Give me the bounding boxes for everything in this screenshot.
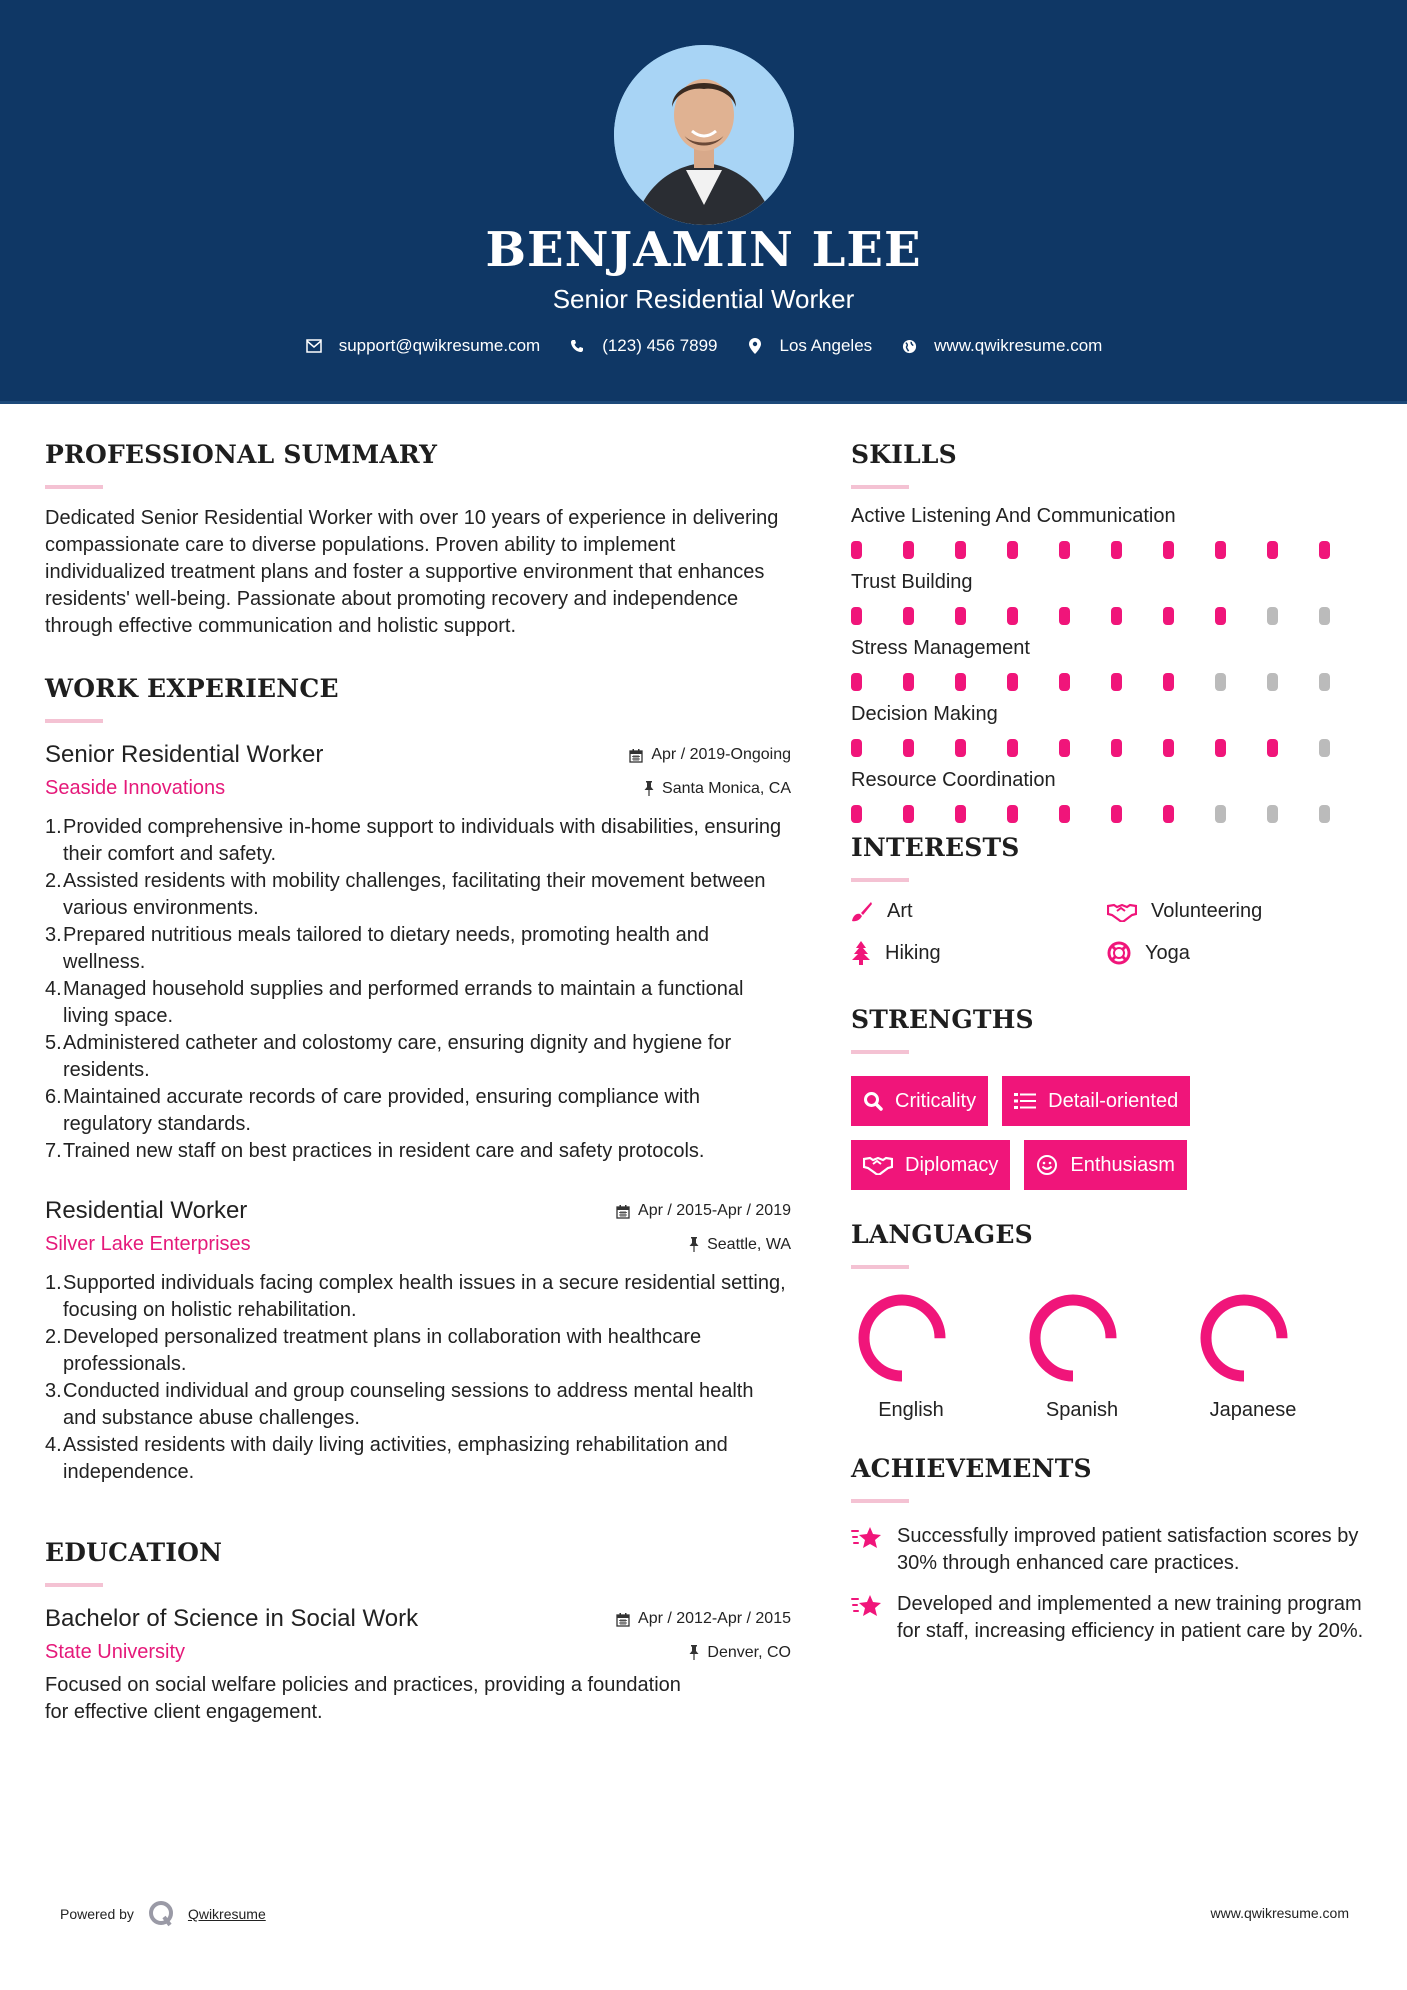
- shooting-star-icon: [851, 1593, 883, 1619]
- search-icon: [863, 1091, 883, 1111]
- skills-list: [851, 501, 1371, 823]
- strength-chip: Criticality: [851, 1076, 988, 1126]
- skill-name: Active Listening And Communication: [851, 505, 1176, 527]
- language-proficiency-ring: [1028, 1293, 1118, 1383]
- candidate-role: Senior Residential Worker: [552, 284, 855, 314]
- envelope-icon: [305, 337, 323, 355]
- rating-dot-empty: [1319, 805, 1330, 823]
- school-name: State University: [45, 1641, 186, 1663]
- language-proficiency-ring: [1199, 1293, 1289, 1383]
- languages-list: [851, 1293, 1371, 1422]
- pushpin-icon: [689, 1237, 699, 1252]
- job-date: Apr / 2015-Apr / 2019: [616, 1202, 791, 1220]
- rating-dot-filled: [1111, 541, 1122, 559]
- skill-item: [851, 699, 1371, 757]
- rating-dot-empty: [1267, 805, 1278, 823]
- rating-dot-filled: [955, 607, 966, 625]
- rating-dot-filled: [1267, 739, 1278, 757]
- rating-dot-filled: [851, 541, 862, 559]
- paintbrush-icon: [851, 901, 873, 923]
- rating-dot-empty: [1319, 673, 1330, 691]
- globe-icon: [900, 337, 918, 355]
- person-portrait-icon: [614, 45, 794, 225]
- skill-item: [851, 567, 1371, 625]
- job-title: Senior Residential Worker: [45, 741, 324, 768]
- job-company: Silver Lake Enterprises: [45, 1233, 251, 1255]
- footer-powered-by: Powered by Qwikresume: [60, 1900, 266, 1928]
- contact-location-text: Los Angeles: [779, 336, 873, 355]
- rating-dot-filled: [903, 805, 914, 823]
- life-ring-icon: [1107, 941, 1131, 965]
- rating-dot-filled: [1007, 805, 1018, 823]
- rating-dot-filled: [851, 805, 862, 823]
- strength-chip: Detail-oriented: [1002, 1076, 1190, 1126]
- strength-chip: Diplomacy: [851, 1140, 1010, 1190]
- section-title-strengths: STRENGTHS: [851, 1005, 1034, 1034]
- contact-email-text: support@qwikresume.com: [338, 336, 541, 355]
- contact-phone[interactable]: [568, 336, 717, 356]
- left-column: [45, 440, 791, 1726]
- footer-url[interactable]: www.qwikresume.com: [1210, 1905, 1349, 1921]
- smile-icon: [1036, 1154, 1058, 1176]
- map-pin-icon: [746, 337, 764, 355]
- handshake-icon: [1107, 902, 1137, 922]
- list-item: 3. Prepared nutritious meals tailored to dietary needs, promoting health and wellness.: [45, 924, 709, 973]
- resume-header: [0, 0, 1407, 404]
- rating-dot-filled: [1215, 541, 1226, 559]
- rating-dot-filled: [903, 673, 914, 691]
- job-date: Apr / 2019-Ongoing: [629, 746, 791, 764]
- rating-dot-empty: [1267, 607, 1278, 625]
- summary-text: Dedicated Senior Residential Worker with over 10 years of experience in delivering compassionate care to diverse populations. Proven ability to implement individualized treatment plans and foster a supportive environment that enhances residents' well-being. Passionate about promoting recovery and independence through effective communication and holistic support.: [45, 507, 779, 637]
- rating-dot-filled: [903, 541, 914, 559]
- rating-dot-filled: [1059, 739, 1070, 757]
- calendar-icon: [616, 1612, 630, 1627]
- language-item: Japanese: [1193, 1293, 1364, 1422]
- section-divider: [851, 1050, 909, 1054]
- contact-website[interactable]: [900, 336, 1102, 356]
- rating-dot-filled: [1007, 607, 1018, 625]
- rating-dot-filled: [1163, 607, 1174, 625]
- section-divider: [851, 1499, 909, 1503]
- skill-name: Decision Making: [851, 703, 998, 725]
- rating-dot-filled: [1215, 607, 1226, 625]
- skill-name: Trust Building: [851, 571, 973, 593]
- right-column: [851, 440, 1371, 1659]
- section-title-achievements: ACHIEVEMENTS: [851, 1454, 1092, 1483]
- rating-dot-empty: [1215, 805, 1226, 823]
- section-divider: [45, 485, 103, 489]
- section-divider: [45, 1583, 103, 1587]
- rating-dot-filled: [1163, 541, 1174, 559]
- contact-phone-text: (123) 456 7899: [602, 336, 718, 355]
- rating-dot-filled: [1059, 805, 1070, 823]
- pushpin-icon: [689, 1645, 699, 1660]
- rating-dot-filled: [955, 541, 966, 559]
- job-location: Seattle, WA: [689, 1236, 791, 1254]
- rating-dot-filled: [851, 607, 862, 625]
- skill-item: [851, 501, 1371, 559]
- skill-rating: [851, 739, 1371, 757]
- rating-dot-empty: [1319, 607, 1330, 625]
- rating-dot-filled: [1111, 739, 1122, 757]
- candidate-name: BENJAMIN LEE: [485, 222, 922, 278]
- interest-item: Art: [851, 900, 1107, 923]
- rating-dot-filled: [1007, 541, 1018, 559]
- list-item: 2. Developed personalized treatment plans in collaboration with healthcare professionals.: [45, 1326, 702, 1375]
- experience-section: [45, 674, 791, 1486]
- education-section: [45, 1538, 791, 1726]
- rating-dot-filled: [1319, 541, 1330, 559]
- achievement-item: Developed and implemented a new training program for staff, increasing efficiency in patient care by 20%.: [851, 1591, 1371, 1645]
- phone-icon: [568, 337, 586, 355]
- language-item: Spanish: [1022, 1293, 1193, 1422]
- section-title-skills: SKILLS: [851, 440, 957, 469]
- rating-dot-filled: [1059, 541, 1070, 559]
- list-item: 1. Provided comprehensive in-home support to individuals with disabilities, ensuring their comfort and safety.: [45, 816, 782, 865]
- skill-rating: [851, 805, 1371, 823]
- rating-dot-filled: [1111, 805, 1122, 823]
- section-divider: [851, 878, 909, 882]
- job-bullets: [45, 814, 791, 1165]
- rating-dot-filled: [955, 739, 966, 757]
- profile-photo: [614, 45, 794, 225]
- interest-item: Hiking: [851, 941, 1107, 965]
- section-title-summary: PROFESSIONAL SUMMARY: [45, 440, 438, 469]
- education-description: Focused on social welfare policies and practices, providing a foundation for effective client engagement.: [45, 1674, 681, 1723]
- rating-dot-filled: [1163, 805, 1174, 823]
- job-location: Santa Monica, CA: [644, 780, 791, 798]
- job-entry: [45, 741, 791, 1165]
- skill-item: [851, 633, 1371, 691]
- rating-dot-filled: [851, 673, 862, 691]
- strength-chips: [851, 1076, 1321, 1190]
- education-date: Apr / 2012-Apr / 2015: [616, 1610, 791, 1628]
- rating-dot-filled: [1215, 739, 1226, 757]
- qwikresume-link[interactable]: Qwikresume: [187, 1906, 266, 1922]
- interest-item: Yoga: [1107, 941, 1363, 965]
- education-location: Denver, CO: [689, 1644, 791, 1662]
- shooting-star-icon: [851, 1525, 883, 1551]
- interests-grid: [851, 900, 1371, 965]
- rating-dot-filled: [851, 739, 862, 757]
- rating-dot-filled: [1059, 673, 1070, 691]
- degree-title: Bachelor of Science in Social Work: [45, 1605, 419, 1632]
- list-item: 7. Trained new staff on best practices in resident care and safety protocols.: [45, 1140, 705, 1162]
- languages-section: [851, 1220, 1371, 1422]
- skill-name: Resource Coordination: [851, 769, 1056, 791]
- strengths-section: [851, 1005, 1371, 1190]
- rating-dot-filled: [1267, 541, 1278, 559]
- calendar-icon: [616, 1204, 630, 1219]
- rating-dot-filled: [1111, 673, 1122, 691]
- rating-dot-filled: [1163, 673, 1174, 691]
- list-item: 4. Assisted residents with daily living activities, emphasizing rehabilitation and independence.: [45, 1434, 728, 1483]
- job-company: Seaside Innovations: [45, 777, 226, 799]
- contact-email[interactable]: [305, 336, 541, 356]
- job-entry: [45, 1197, 791, 1486]
- achievement-item: Successfully improved patient satisfaction scores by 30% through enhanced care practices.: [851, 1523, 1371, 1577]
- rating-dot-filled: [955, 805, 966, 823]
- tree-icon: [851, 941, 871, 965]
- list-item: 1. Supported individuals facing complex health issues in a secure residential setting, focusing on holistic rehabilitation.: [45, 1272, 786, 1321]
- interests-section: [851, 833, 1371, 965]
- list-item: 4. Managed household supplies and performed errands to maintain a functional living space.: [45, 978, 744, 1027]
- skill-rating: [851, 607, 1371, 625]
- list-icon: [1014, 1092, 1036, 1110]
- calendar-icon: [629, 748, 643, 763]
- list-item: 3. Conducted individual and group counseling sessions to address mental health and substance abuse challenges.: [45, 1380, 754, 1429]
- section-title-education: EDUCATION: [45, 1538, 223, 1567]
- skill-item: [851, 765, 1371, 823]
- rating-dot-filled: [1111, 607, 1122, 625]
- list-item: 6. Maintained accurate records of care provided, ensuring compliance with regulatory standards.: [45, 1086, 701, 1135]
- rating-dot-empty: [1319, 739, 1330, 757]
- rating-dot-filled: [903, 607, 914, 625]
- strength-chip: Enthusiasm: [1024, 1140, 1187, 1190]
- language-proficiency-ring: [857, 1293, 947, 1383]
- handshake-icon: [863, 1155, 893, 1175]
- skills-section: [851, 440, 1371, 823]
- rating-dot-filled: [1163, 739, 1174, 757]
- rating-dot-filled: [903, 739, 914, 757]
- section-title-experience: WORK EXPERIENCE: [45, 674, 339, 703]
- skill-name: Stress Management: [851, 637, 1030, 659]
- rating-dot-filled: [1007, 673, 1018, 691]
- section-divider: [851, 485, 909, 489]
- contact-website-text: www.qwikresume.com: [934, 336, 1103, 355]
- pushpin-icon: [644, 781, 654, 796]
- rating-dot-filled: [1007, 739, 1018, 757]
- section-title-interests: INTERESTS: [851, 833, 1020, 862]
- job-title: Residential Worker: [45, 1197, 248, 1224]
- language-item: English: [851, 1293, 1022, 1422]
- rating-dot-empty: [1267, 673, 1278, 691]
- skill-rating: [851, 541, 1371, 559]
- list-item: 2. Assisted residents with mobility challenges, facilitating their movement between various environments.: [45, 870, 766, 919]
- section-divider: [851, 1265, 909, 1269]
- rating-dot-empty: [1215, 673, 1226, 691]
- list-item: 5. Administered catheter and colostomy care, ensuring dignity and hygiene for residents.: [45, 1032, 732, 1081]
- summary-section: [45, 440, 791, 640]
- rating-dot-filled: [955, 673, 966, 691]
- interest-item: Volunteering: [1107, 900, 1363, 923]
- contact-location: [746, 336, 873, 356]
- skill-rating: [851, 673, 1371, 691]
- job-bullets: [45, 1270, 791, 1486]
- section-title-languages: LANGUAGES: [851, 1220, 1033, 1249]
- rating-dot-filled: [1059, 607, 1070, 625]
- achievements-section: [851, 1454, 1371, 1645]
- contact-bar: [0, 336, 1407, 356]
- qwikresume-logo-icon: [148, 1900, 176, 1928]
- section-divider: [45, 719, 103, 723]
